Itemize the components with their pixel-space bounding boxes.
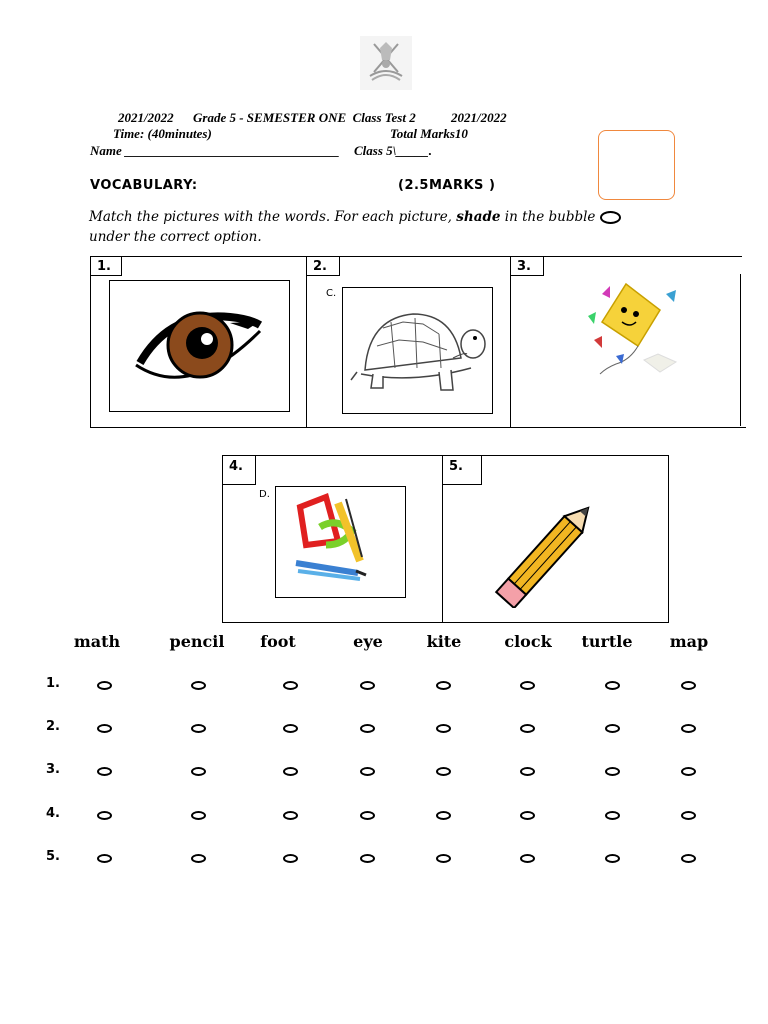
cell-3-right-edge <box>740 274 741 426</box>
answer-bubble-3-eye[interactable] <box>360 767 375 776</box>
instruction-part3: under the correct option. <box>89 229 262 245</box>
answer-bubble-4-pencil[interactable] <box>191 811 206 820</box>
answer-bubble-3-clock[interactable] <box>520 767 535 776</box>
answer-bubble-2-kite[interactable] <box>436 724 451 733</box>
bubble-example-icon <box>600 211 621 224</box>
answer-bubble-2-map[interactable] <box>681 724 696 733</box>
answer-bubble-4-clock[interactable] <box>520 811 535 820</box>
answer-bubble-1-kite[interactable] <box>436 681 451 690</box>
answer-bubble-4-foot[interactable] <box>283 811 298 820</box>
answer-bubble-1-eye[interactable] <box>360 681 375 690</box>
kite-icon <box>580 276 690 380</box>
row-number: 5. <box>46 849 60 864</box>
answer-bubble-5-eye[interactable] <box>360 854 375 863</box>
answer-bubble-1-map[interactable] <box>681 681 696 690</box>
picture-number-1: 1. <box>90 256 122 276</box>
answer-bubble-2-math[interactable] <box>97 724 112 733</box>
math-tools-icon <box>276 487 407 599</box>
time-label: Time: (40minutes) <box>113 126 212 141</box>
picture-label-c: C. <box>326 288 337 299</box>
option-foot: foot <box>260 632 296 651</box>
class-field[interactable]: Class 5\_____. <box>354 143 433 158</box>
instruction-part2: in the bubble <box>500 209 600 225</box>
row-number: 4. <box>46 806 60 821</box>
answer-bubble-2-foot[interactable] <box>283 724 298 733</box>
total-marks: Total Marks10 <box>390 126 468 141</box>
name-field[interactable]: Name _________________________________ <box>90 143 340 158</box>
score-box[interactable] <box>598 130 675 200</box>
picture-number-3: 3. <box>510 256 544 276</box>
math-tools-picture <box>275 486 406 598</box>
answer-bubble-1-clock[interactable] <box>520 681 535 690</box>
answer-bubble-3-turtle[interactable] <box>605 767 620 776</box>
answer-bubble-3-foot[interactable] <box>283 767 298 776</box>
option-kite: kite <box>426 632 462 651</box>
turtle-picture <box>342 287 493 414</box>
emblem-icon <box>360 36 412 90</box>
answer-bubble-5-map[interactable] <box>681 854 696 863</box>
answer-bubble-4-kite[interactable] <box>436 811 451 820</box>
option-pencil: pencil <box>169 632 225 651</box>
picture-number-4: 4. <box>222 455 256 485</box>
instruction-part1: Match the pictures with the words. For each picture, <box>89 209 457 225</box>
answer-bubble-1-turtle[interactable] <box>605 681 620 690</box>
option-map: map <box>669 632 709 651</box>
row-number: 2. <box>46 719 60 734</box>
picture-label-d: D. <box>259 489 270 500</box>
picture-number-5: 5. <box>442 455 482 485</box>
answer-bubble-1-pencil[interactable] <box>191 681 206 690</box>
cell-3-bottom-edge <box>740 427 746 428</box>
row-number: 3. <box>46 762 60 777</box>
answer-bubble-4-math[interactable] <box>97 811 112 820</box>
test-title: Grade 5 - SEMESTER ONE Class Test 2 <box>193 110 416 125</box>
picture-number-2: 2. <box>306 256 340 276</box>
answer-bubble-5-kite[interactable] <box>436 854 451 863</box>
eye-icon <box>110 281 291 413</box>
answer-bubble-3-pencil[interactable] <box>191 767 206 776</box>
eye-picture <box>109 280 290 412</box>
section-title: VOCABULARY: <box>90 178 198 193</box>
answer-bubble-3-kite[interactable] <box>436 767 451 776</box>
answer-bubble-1-foot[interactable] <box>283 681 298 690</box>
instruction-shade: shade <box>456 209 501 225</box>
row-number: 1. <box>46 676 60 691</box>
answer-bubble-4-turtle[interactable] <box>605 811 620 820</box>
year-left: 2021/2022 <box>118 110 174 125</box>
pencil-icon <box>494 488 610 608</box>
instructions <box>89 207 689 247</box>
answer-bubble-2-pencil[interactable] <box>191 724 206 733</box>
answer-bubble-1-math[interactable] <box>97 681 112 690</box>
answer-bubble-5-math[interactable] <box>97 854 112 863</box>
option-turtle: turtle <box>581 632 633 651</box>
answer-bubble-5-clock[interactable] <box>520 854 535 863</box>
turtle-icon <box>343 288 494 415</box>
answer-bubble-2-eye[interactable] <box>360 724 375 733</box>
answer-bubble-5-foot[interactable] <box>283 854 298 863</box>
answer-bubble-5-turtle[interactable] <box>605 854 620 863</box>
answer-bubble-3-map[interactable] <box>681 767 696 776</box>
option-math: math <box>73 632 121 651</box>
answer-bubble-5-pencil[interactable] <box>191 854 206 863</box>
answer-bubble-4-map[interactable] <box>681 811 696 820</box>
answer-bubble-4-eye[interactable] <box>360 811 375 820</box>
answer-bubble-2-clock[interactable] <box>520 724 535 733</box>
answer-bubble-2-turtle[interactable] <box>605 724 620 733</box>
section-marks: (2.5MARKS ) <box>398 178 496 193</box>
year-right: 2021/2022 <box>451 110 507 125</box>
answer-bubble-3-math[interactable] <box>97 767 112 776</box>
option-clock: clock <box>504 632 552 651</box>
option-eye: eye <box>353 632 383 651</box>
